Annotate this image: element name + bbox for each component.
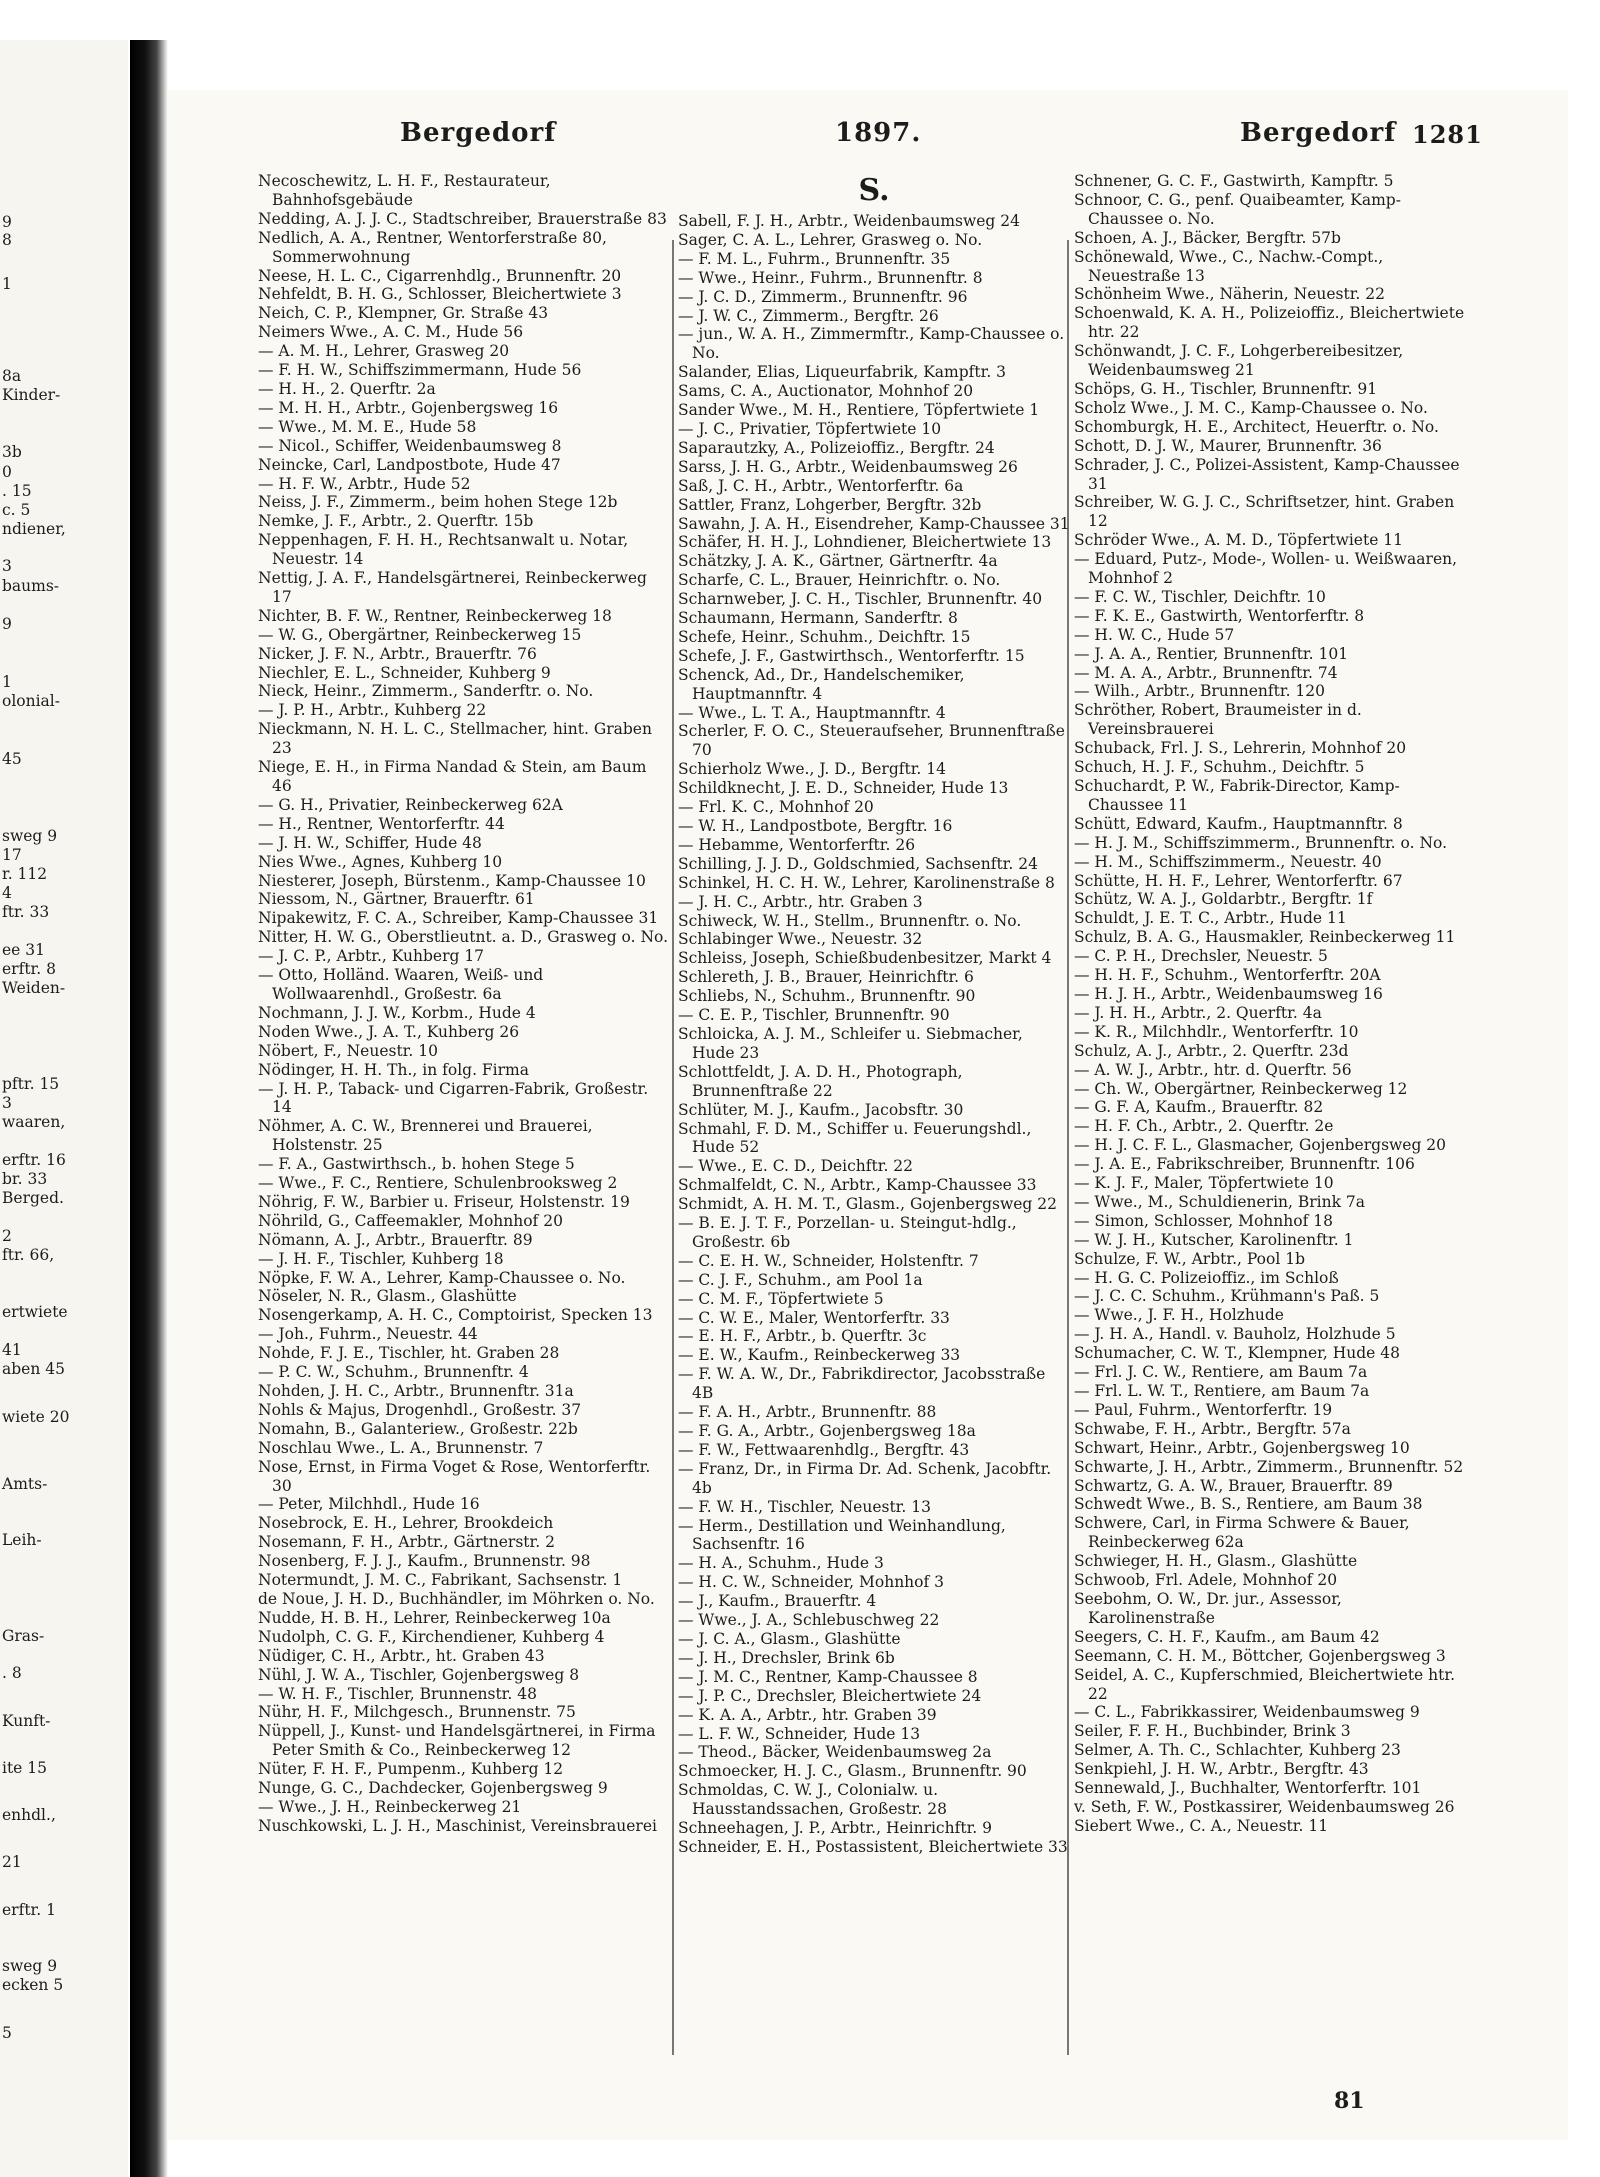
directory-entry: Schwabe, F. H., Arbtr., Bergftr. 57a — [1074, 1419, 1351, 1438]
left-page-text-fragment: enhdl., — [2, 1806, 56, 1824]
directory-entry: Nomahn, B., Galanteriew., Großestr. 22b — [258, 1419, 578, 1438]
directory-entry: — H. J. H., Arbtr., Weidenbaumsweg 16 — [1074, 984, 1383, 1003]
directory-entry: Nöhrig, F. W., Barbier u. Friseur, Holstenstr. 19 — [258, 1192, 630, 1211]
left-page-text-fragment: 4 — [2, 884, 12, 902]
directory-entry: Schinkel, H. C. H. W., Lehrer, Karolinenstraße 8 — [678, 873, 1055, 892]
directory-entry: Schönheim Wwe., Näherin, Neuestr. 22 — [1074, 285, 1386, 304]
directory-entry: — F. H. W., Schiffszimmermann, Hude 56 — [258, 361, 582, 380]
directory-entry: — Peter, Milchhdl., Hude 16 — [258, 1495, 480, 1514]
left-page-text-fragment: 3 — [2, 1094, 12, 1112]
directory-entry: — J. H. H., Arbtr., 2. Querftr. 4a — [1074, 1003, 1322, 1022]
directory-entry: — L. F. W., Schneider, Hude 13 — [678, 1724, 921, 1743]
left-page-text-fragment: br. 33 — [2, 1170, 48, 1188]
directory-entry: Nödinger, H. H. Th., in folg. Firma — [258, 1060, 529, 1079]
directory-entry: Nosenberg, F. J. J., Kaufm., Brunnenstr. 98 — [258, 1552, 591, 1571]
directory-entry: Nüdiger, C. H., Arbtr., ht. Graben 43 — [258, 1646, 545, 1665]
directory-entry: — Frl. K. C., Mohnhof 20 — [678, 798, 874, 817]
directory-entry: Schulz, A. J., Arbtr., 2. Querftr. 23d — [1074, 1041, 1349, 1060]
directory-entry: Schwoob, Frl. Adele, Mohnhof 20 — [1074, 1571, 1338, 1590]
directory-entry: Nehfeldt, B. H. G., Schlosser, Bleichertwiete 3 — [258, 285, 622, 304]
directory-entry: Nedlich, A. A., Rentner, Wentorferstraße 80, Sommerwohnung — [258, 228, 607, 266]
directory-entry: Schenck, Ad., Dr., Handelschemiker, Hauptmannftr. 4 — [678, 665, 965, 703]
directory-entry: Nudolph, C. G. F., Kirchendiener, Kuhberg 4 — [258, 1627, 605, 1646]
directory-entry: Schuback, Frl. J. S., Lehrerin, Mohnhof 20 — [1074, 739, 1407, 758]
directory-entry: Nipakewitz, F. C. A., Schreiber, Kamp-Chaussee 31 — [258, 909, 659, 928]
directory-entry: — H. H. F., Schuhm., Wentorferftr. 20A — [1074, 966, 1381, 985]
directory-entry: Schmalfeldt, C. N., Arbtr., Kamp-Chaussee 33 — [678, 1176, 1037, 1195]
running-head-left: Bergedorf — [400, 118, 557, 148]
directory-entry: Schönewald, Wwe., C., Nachw.-Compt., Neuestraße 13 — [1074, 247, 1384, 285]
directory-entry: Nöpke, F. W. A., Lehrer, Kamp-Chaussee o. No. — [258, 1268, 626, 1287]
left-page-text-fragment: r. 112 — [2, 865, 48, 883]
directory-entry: Nüter, F. H. F., Pumpenm., Kuhberg 12 — [258, 1760, 564, 1779]
directory-entry: Schoenwald, K. A. H., Polizeioffiz., Bleichertwiete htr. 22 — [1074, 304, 1465, 342]
directory-entry: Nose, Ernst, in Firma Voget & Rose, Wentorferftr. 30 — [258, 1457, 651, 1495]
directory-entry: — F. W. H., Tischler, Neuestr. 13 — [678, 1497, 931, 1516]
left-page-text-fragment: ftr. 33 — [2, 903, 50, 921]
directory-entry: — J. P. C., Drechsler, Bleichertwiete 24 — [678, 1686, 982, 1705]
directory-entry: — J. C. P., Arbtr., Kuhberg 17 — [258, 947, 485, 966]
directory-entry: Schrader, J. C., Polizei-Assistent, Kamp-Chaussee 31 — [1074, 455, 1460, 493]
directory-entry: — J. H. C., Arbtr., htr. Graben 3 — [678, 892, 923, 911]
directory-entry: Schwedt Wwe., B. S., Rentiere, am Baum 38 — [1074, 1495, 1423, 1514]
left-page-text-fragment: wiete 20 — [2, 1408, 70, 1426]
directory-entry: Schwart, Heinr., Arbtr., Gojenbergsweg 10 — [1074, 1438, 1410, 1457]
left-page-text-fragment: ecken 5 — [2, 1976, 64, 1994]
directory-entry: Schoen, A. J., Bäcker, Bergftr. 57b — [1074, 228, 1341, 247]
left-page-text-fragment: 1 — [2, 673, 12, 691]
left-page-text-fragment: olonial- — [2, 692, 60, 710]
directory-entry: — K. A. A., Arbtr., htr. Graben 39 — [678, 1705, 937, 1724]
directory-entry: Nieck, Heinr., Zimmerm., Sanderftr. o. No. — [258, 682, 594, 701]
directory-entry: Noschlau Wwe., L. A., Brunnenstr. 7 — [258, 1438, 544, 1457]
directory-entry: — Wwe., J. F. H., Holzhude — [1074, 1306, 1284, 1325]
directory-entry: Sabell, F. J. H., Arbtr., Weidenbaumsweg 24 — [678, 212, 1021, 230]
directory-entry: — Joh., Fuhrm., Neuestr. 44 — [258, 1325, 478, 1344]
directory-entry: Nüppell, J., Kunst- und Handelsgärtnerei, in Firma Peter Smith & Co., Reinbeckerweg 12 — [258, 1722, 656, 1760]
directory-entry: — M. H. H., Arbtr., Gojenbergsweg 16 — [258, 398, 559, 417]
directory-entry: — Franz, Dr., in Firma Dr. Ad. Schenk, Jacobftr. 4b — [678, 1459, 1052, 1497]
directory-entry: Siebert Wwe., C. A., Neuestr. 11 — [1074, 1816, 1329, 1835]
directory-entry: — F. A., Gastwirthsch., b. hohen Stege 5 — [258, 1155, 575, 1174]
directory-entry: Schumacher, C. W. T., Klempner, Hude 48 — [1074, 1344, 1400, 1363]
directory-entry: — H. F. Ch., Arbtr., 2. Querftr. 2e — [1074, 1117, 1334, 1136]
directory-entry: Nosengerkamp, A. H. C., Comptoirist, Specken 13 — [258, 1306, 653, 1325]
directory-entry: Schröther, Robert, Braumeister in d. Vereinsbrauerei — [1074, 701, 1362, 739]
directory-entry: Schleiss, Joseph, Schießbudenbesitzer, Markt 4 — [678, 949, 1052, 968]
directory-entry: Nohde, F. J. E., Tischler, ht. Graben 28 — [258, 1344, 560, 1363]
directory-entry: — F. K. E., Gastwirth, Wentorferftr. 8 — [1074, 606, 1365, 625]
directory-entry: Neincke, Carl, Landpostbote, Hude 47 — [258, 455, 561, 474]
directory-entry: — C. E. P., Tischler, Brunnenftr. 90 — [678, 1006, 950, 1025]
page-number: 1281 — [1412, 120, 1483, 149]
directory-entry: — H. M., Schiffszimmerm., Neuestr. 40 — [1074, 852, 1382, 871]
directory-entry: — F. W., Fettwaarenhdlg., Bergftr. 43 — [678, 1440, 970, 1459]
directory-entry: — Simon, Schlosser, Mohnhof 18 — [1074, 1211, 1333, 1230]
left-page-text-fragment: 45 — [2, 750, 22, 768]
directory-entry: Schott, D. J. W., Maurer, Brunnenftr. 36 — [1074, 436, 1382, 455]
left-page-text-fragment: 41 — [2, 1341, 22, 1359]
left-page-text-fragment: 5 — [2, 2024, 12, 2042]
directory-entry: Salander, Elias, Liqueurfabrik, Kampftr. 3 — [678, 363, 1007, 382]
directory-entry: Nies Wwe., Agnes, Kuhberg 10 — [258, 852, 503, 871]
left-page-text-fragment: ite 15 — [2, 1759, 48, 1777]
directory-entry: — J. C. A., Glasm., Glashütte — [678, 1629, 901, 1648]
directory-entry: — B. E. J. T. F., Porzellan- u. Steingut-hdlg., Großestr. 6b — [678, 1214, 1017, 1251]
directory-entry: Niessom, N., Gärtner, Brauerftr. 61 — [258, 890, 535, 909]
directory-entry: Schierholz Wwe., J. D., Bergftr. 14 — [678, 760, 947, 779]
directory-entry: Nohden, J. H. C., Arbtr., Brunnenftr. 31a — [258, 1382, 574, 1400]
directory-entry: v. Seth, F. W., Postkassirer, Weidenbaumsweg 26 — [1074, 1797, 1455, 1816]
directory-entry: Neich, C. P., Klempner, Gr. Straße 43 — [258, 304, 549, 323]
directory-entry: Nuschkowski, L. J. H., Maschinist, Vereinsbrauerei — [258, 1816, 657, 1835]
directory-entry: — J. H. P., Taback- und Cigarren-Fabrik, Großestr. 14 — [258, 1079, 649, 1117]
directory-entry: — G. F. A, Kaufm., Brauerftr. 82 — [1074, 1098, 1324, 1117]
directory-entry: Selmer, A. Th. C., Schlachter, Kuhberg 23 — [1074, 1741, 1401, 1760]
directory-entry: Nöhrild, G., Caffeemakler, Mohnhof 20 — [258, 1211, 563, 1230]
directory-entry: Nömann, A. J., Arbtr., Brauerftr. 89 — [258, 1230, 533, 1249]
directory-entry: — C. P. H., Drechsler, Neuestr. 5 — [1074, 947, 1328, 966]
directory-entry: Seidel, A. C., Kupferschmied, Bleichertwiete htr. 22 — [1074, 1665, 1455, 1703]
directory-entry: — J. C. C. Schuhm., Krühmann's Paß. 5 — [1074, 1287, 1380, 1306]
directory-entry: Scholz Wwe., J. M. C., Kamp-Chaussee o. No. — [1074, 398, 1428, 417]
left-page-text-fragment: baums- — [2, 577, 60, 595]
directory-entry: — Wwe., E. C. D., Deichftr. 22 — [678, 1157, 914, 1176]
directory-entry: — J. H., Drechsler, Brink 6b — [678, 1648, 895, 1667]
directory-entry: — J. W. C., Zimmerm., Bergftr. 26 — [678, 306, 939, 325]
directory-entry: Nühr, H. F., Milchgesch., Brunnenstr. 75 — [258, 1703, 576, 1722]
directory-entry: Schmoldas, C. W. J., Colonialw. u. Hausstandssachen, Großestr. 28 — [678, 1781, 947, 1819]
directory-entry: Schuchardt, P. W., Fabrik-Director, Kamp-Chaussee 11 — [1074, 777, 1400, 814]
directory-column-2 — [678, 172, 1070, 1857]
left-page-text-fragment: Amts- — [2, 1475, 48, 1493]
directory-entry: — H. J. C. F. L., Glasmacher, Gojenbergsweg 20 — [1074, 1136, 1447, 1155]
directory-entry: — Wwe., M., Schuldienerin, Brink 7a — [1074, 1192, 1366, 1211]
signature-mark: 81 — [1334, 2088, 1365, 2114]
directory-entry: Schäfer, H. H. J., Lohndiener, Bleichertwiete 13 — [678, 533, 1052, 552]
directory-entry: Nühl, J. W. A., Tischler, Gojenbergsweg 8 — [258, 1665, 580, 1684]
section-letter: S. — [858, 173, 890, 208]
left-page-text-fragment: 1 — [2, 275, 12, 293]
directory-entry: Schöps, G. H., Tischler, Brunnenftr. 91 — [1074, 379, 1378, 398]
directory-entry: — G. H., Privatier, Reinbeckerweg 62A — [258, 795, 563, 814]
directory-entry: Schuch, H. J. F., Schuhm., Deichftr. 5 — [1074, 758, 1365, 777]
directory-entry: Schneehagen, J. P., Arbtr., Heinrichftr. 9 — [678, 1819, 992, 1838]
directory-entry: Seemann, C. H. M., Böttcher, Gojenbergsweg 3 — [1074, 1646, 1446, 1665]
directory-column-3 — [1074, 172, 1472, 1836]
directory-entry: — W. H., Landpostbote, Bergftr. 16 — [678, 817, 953, 835]
directory-entry: Schütz, W. A. J., Goldarbtr., Bergftr. 1f — [1074, 890, 1373, 909]
directory-entry: de Noue, J. H. D., Buchhändler, im Möhrken o. No. — [258, 1589, 655, 1608]
left-page-text-fragment: sweg 9 — [2, 1957, 58, 1975]
directory-entry: — Herm., Destillation und Weinhandlung, Sachsenftr. 16 — [678, 1516, 1006, 1554]
directory-entry: — Nicol., Schiffer, Weidenbaumsweg 8 — [258, 436, 562, 455]
directory-entry: Schomburgk, H. E., Architect, Heuerftr. o. No. — [1074, 417, 1439, 436]
directory-entry: Neimers Wwe., A. C. M., Hude 56 — [258, 323, 524, 342]
directory-entry: — Otto, Holländ. Waaren, Weiß- und Wollwaarenhdl., Großestr. 6a — [258, 966, 544, 1003]
left-page-text-fragment: Leih- — [2, 1531, 42, 1549]
directory-entry: — F. A. H., Arbtr., Brunnenftr. 88 — [678, 1403, 937, 1422]
directory-entry: — E. W., Kaufm., Reinbeckerweg 33 — [678, 1346, 961, 1365]
directory-entry: Nosebrock, E. H., Lehrer, Brookdeich — [258, 1514, 554, 1533]
directory-entry: Sarss, J. H. G., Arbtr., Weidenbaumsweg 26 — [678, 457, 1018, 476]
directory-entry: Schnener, G. C. F., Gastwirth, Kampftr. 5 — [1074, 172, 1394, 190]
directory-entry: — Ch. W., Obergärtner, Reinbeckerweg 12 — [1074, 1079, 1408, 1098]
directory-entry: Senkpiehl, J. H. W., Arbtr., Bergftr. 43 — [1074, 1760, 1369, 1779]
directory-entry: Nunge, G. C., Dachdecker, Gojenbergsweg 9 — [258, 1779, 608, 1798]
left-page-text-fragment: 3 — [2, 557, 12, 575]
directory-entry: Schaumann, Hermann, Sanderftr. 8 — [678, 609, 958, 628]
directory-column-1 — [258, 172, 670, 1836]
left-page-text-fragment: 0 — [2, 463, 12, 481]
left-page-text-fragment: aben 45 — [2, 1360, 65, 1378]
left-page-text-fragment: 2 — [2, 1227, 12, 1245]
directory-entry: Schefe, Heinr., Schuhm., Deichftr. 15 — [678, 627, 971, 646]
directory-entry: — W. J. H., Kutscher, Karolinenftr. 1 — [1074, 1230, 1354, 1249]
directory-entry: — Wwe., F. C., Rentiere, Schulenbrooksweg 2 — [258, 1174, 618, 1193]
left-page-text-fragment: . 15 — [2, 482, 32, 500]
directory-entry: — H. A., Schuhm., Hude 3 — [678, 1554, 884, 1573]
directory-entry: Schwere, Carl, in Firma Schwere & Bauer, Reinbeckerweg 62a — [1074, 1514, 1410, 1552]
directory-entry: Schwieger, H. H., Glasm., Glashütte — [1074, 1552, 1358, 1571]
directory-entry: Necoschewitz, L. H. F., Restaurateur, Bahnhofsgebäude — [258, 172, 551, 209]
directory-entry: Sennewald, J., Buchhalter, Wentorferftr. 101 — [1074, 1779, 1422, 1798]
directory-entry: — J. A. E., Fabrikschreiber, Brunnenftr. 106 — [1074, 1155, 1415, 1174]
directory-entry: Scharfe, C. L., Brauer, Heinrichftr. o. No. — [678, 571, 1001, 590]
directory-entry: Schnoor, C. G., penf. Quaibeamter, Kamp-Chaussee o. No. — [1074, 190, 1401, 228]
directory-entry: — J. P. H., Arbtr., Kuhberg 22 — [258, 701, 487, 720]
directory-entry: Schulz, B. A. G., Hausmakler, Reinbeckerweg 11 — [1074, 928, 1456, 947]
directory-entry: Nicker, J. F. N., Arbtr., Brauerftr. 76 — [258, 644, 537, 663]
left-page-text-fragment: ee 31 — [2, 941, 45, 959]
directory-entry: — C. J. F., Schuhm., am Pool 1a — [678, 1270, 923, 1289]
directory-entry: — J. C. D., Zimmerm., Brunnenftr. 96 — [678, 287, 968, 306]
left-page-text-fragment: Weiden- — [2, 979, 66, 997]
directory-entry: Nöseler, N. R., Glasm., Glashütte — [258, 1287, 517, 1306]
directory-entry: Saparautzky, A., Polizeioffiz., Bergftr. 24 — [678, 438, 995, 457]
directory-entry: — Wwe., Heinr., Fuhrm., Brunnenftr. 8 — [678, 268, 983, 287]
directory-entry: Schönwandt, J. C. F., Lohgerbereibesitzer, Weidenbaumsweg 21 — [1074, 342, 1404, 380]
left-page-text-fragment: 17 — [2, 846, 22, 864]
directory-entry: Nochmann, J. J. W., Korbm., Hude 4 — [258, 1003, 536, 1022]
directory-entry: Schätzky, J. A. K., Gärtner, Gärtnerftr. 4a — [678, 552, 998, 571]
directory-entry: Sawahn, J. A. H., Eisendreher, Kamp-Chaussee 31 — [678, 514, 1070, 533]
directory-entry: Scherler, F. O. C., Steueraufseher, Brunnenftraße 70 — [678, 722, 1065, 760]
directory-entry: — C. W. E., Maler, Wentorferftr. 33 — [678, 1308, 950, 1327]
directory-entry: — jun., W. A. H., Zimmermftr., Kamp-Chaussee o. No. — [678, 325, 1065, 363]
left-page-text-fragment: 21 — [2, 1853, 22, 1871]
directory-entry: Schulze, F. W., Arbtr., Pool 1b — [1074, 1249, 1305, 1268]
directory-entry: Schneider, E. H., Postassistent, Bleichertwiete 33 — [678, 1837, 1068, 1856]
directory-entry: Schmahl, F. D. M., Schiffer u. Feuerungshdl., Hude 52 — [678, 1119, 1032, 1157]
left-page-text-fragment: Kinder- — [2, 386, 61, 404]
directory-entry: Schlabinger Wwe., Neuestr. 32 — [678, 930, 923, 949]
directory-entry: — Hebamme, Wentorferftr. 26 — [678, 835, 916, 854]
left-page-text-fragment: 9 — [2, 213, 12, 231]
directory-entry: — C. E. H. W., Schneider, Holstenftr. 7 — [678, 1251, 979, 1270]
directory-entry: Noden Wwe., J. A. T., Kuhberg 26 — [258, 1022, 520, 1041]
directory-entry: — A. W. J., Arbtr., htr. d. Querftr. 56 — [1074, 1060, 1352, 1079]
directory-entry: Schütte, H. H. F., Lehrer, Wentorferftr. 67 — [1074, 871, 1403, 890]
left-page-text-fragment: ertwiete — [2, 1303, 68, 1321]
directory-entry: Sattler, Franz, Lohgerber, Bergftr. 32b — [678, 495, 982, 514]
directory-entry: — Wwe., J. A., Schlebuschweg 22 — [678, 1611, 940, 1630]
left-page-text-fragment: ftr. 66, — [2, 1246, 55, 1264]
directory-entry: Niechler, E. L., Schneider, Kuhberg 9 — [258, 663, 551, 682]
directory-entry: — F. G. A., Arbtr., Gojenbergsweg 18a — [678, 1422, 976, 1440]
directory-entry: Niege, E. H., in Firma Nandad & Stein, am Baum 46 — [258, 758, 647, 795]
directory-entry: — H. J. M., Schiffszimmerm., Brunnenftr. o. No. — [1074, 833, 1447, 852]
directory-entry: — Wilh., Arbtr., Brunnenftr. 120 — [1074, 682, 1326, 701]
directory-entry: Nöhmer, A. C. W., Brennerei und Brauerei, Holstenstr. 25 — [258, 1117, 593, 1155]
left-page-text-fragment: pftr. 15 — [2, 1075, 60, 1093]
directory-entry: — Wwe., L. T. A., Hauptmannftr. 4 — [678, 703, 946, 722]
directory-entry: — H. H., 2. Querftr. 2a — [258, 379, 436, 398]
directory-entry: — C. L., Fabrikkassirer, Weidenbaumsweg 9 — [1074, 1703, 1420, 1722]
directory-entry: Neese, H. L. C., Cigarrenhdlg., Brunnenftr. 20 — [258, 266, 622, 285]
directory-entry: — F. C. W., Tischler, Deichftr. 10 — [1074, 587, 1326, 606]
directory-entry: Schiweck, W. H., Stellm., Brunnenftr. o. No. — [678, 911, 1022, 930]
book-gutter — [130, 40, 168, 2177]
directory-entry: Schloicka, A. J. M., Schleifer u. Siebmacher, Hude 23 — [678, 1024, 1023, 1062]
directory-entry: Nohls & Majus, Drogenhdl., Großestr. 37 — [258, 1400, 582, 1419]
directory-entry: Nettig, J. A. F., Handelsgärtnerei, Reinbeckerweg 17 — [258, 569, 647, 606]
directory-entry: — J. H. A., Handl. v. Bauholz, Holzhude 5 — [1074, 1325, 1396, 1344]
left-page-fragment — [0, 40, 128, 2177]
left-page-text-fragment: 8 — [2, 231, 12, 249]
directory-entry: — P. C. W., Schuhm., Brunnenftr. 4 — [258, 1363, 529, 1382]
directory-entry: Scharnweber, J. C. H., Tischler, Brunnenftr. 40 — [678, 590, 1043, 609]
directory-entry: — W. G., Obergärtner, Reinbeckerweg 15 — [258, 625, 582, 644]
directory-entry: Schlottfeldt, J. A. D. H., Photograph, Brunnenftraße 22 — [678, 1062, 963, 1100]
directory-entry: Nemke, J. F., Arbtr., 2. Querftr. 15b — [258, 512, 534, 531]
left-page-text-fragment: 8a — [2, 367, 22, 385]
directory-entry: Seebohm, O. W., Dr. jur., Assessor, Karolinenstraße — [1074, 1589, 1342, 1627]
directory-entry: Schliebs, N., Schuhm., Brunnenftr. 90 — [678, 987, 976, 1006]
directory-entry: — H. F. W., Arbtr., Hude 52 — [258, 474, 471, 493]
directory-entry: — Eduard, Putz-, Mode-, Wollen- u. Weißwaaren, Mohnhof 2 — [1074, 550, 1458, 588]
directory-entry: Sams, C. A., Auctionator, Mohnhof 20 — [678, 382, 974, 401]
directory-entry: Niesterer, Joseph, Bürstenm., Kamp-Chaussee 10 — [258, 871, 646, 890]
left-page-text-fragment: 3b — [2, 443, 22, 461]
directory-entry: — J. C., Privatier, Töpfertwiete 10 — [678, 419, 942, 438]
directory-entry: — J. H. W., Schiffer, Hude 48 — [258, 833, 482, 852]
directory-entry: — J. H. F., Tischler, Kuhberg 18 — [258, 1249, 504, 1268]
directory-entry: Schwarte, J. H., Arbtr., Zimmerm., Brunnenftr. 52 — [1074, 1457, 1464, 1476]
left-page-text-fragment: c. 5 — [2, 501, 31, 519]
directory-entry: Nosemann, F. H., Arbtr., Gärtnerstr. 2 — [258, 1533, 555, 1552]
directory-entry: — C. M. F., Töpfertwiete 5 — [678, 1289, 884, 1308]
directory-entry: Schilling, J. J. D., Goldschmied, Sachsenftr. 24 — [678, 854, 1038, 873]
directory-entry: Neppenhagen, F. H. H., Rechtsanwalt u. Notar, Neuestr. 14 — [258, 531, 629, 569]
year-heading: 1897. — [835, 118, 922, 148]
directory-entry: Nichter, B. F. W., Rentner, Reinbeckerweg 18 — [258, 606, 612, 625]
directory-entry: Schlereth, J. B., Brauer, Heinrichftr. 6 — [678, 968, 974, 987]
directory-entry: Schmidt, A. H. M. T., Glasm., Gojenbergsweg 22 — [678, 1195, 1058, 1214]
directory-entry: Schlüter, M. J., Kaufm., Jacobsftr. 30 — [678, 1100, 964, 1119]
directory-entry: Schreiber, W. G. J. C., Schriftsetzer, hint. Graben 12 — [1074, 493, 1455, 531]
directory-entry: — H. C. W., Schneider, Mohnhof 3 — [678, 1573, 945, 1592]
directory-entry: — E. H. F., Arbtr., b. Querftr. 3c — [678, 1327, 927, 1346]
directory-entry: Schmoecker, H. J. C., Glasm., Brunnenftr. 90 — [678, 1762, 1027, 1781]
directory-entry: — W. H. F., Tischler, Brunnenstr. 48 — [258, 1684, 537, 1703]
directory-entry: — M. A. A., Arbtr., Brunnenftr. 74 — [1074, 663, 1338, 682]
left-page-text-fragment: erftr. 1 — [2, 1901, 56, 1919]
left-page-text-fragment: sweg 9 — [2, 827, 58, 845]
directory-entry: — Theod., Bäcker, Weidenbaumsweg 2a — [678, 1743, 992, 1762]
directory-entry: Seegers, C. H. F., Kaufm., am Baum 42 — [1074, 1627, 1380, 1646]
directory-entry: Sander Wwe., M. H., Rentiere, Töpfertwiete 1 — [678, 401, 1040, 420]
left-page-text-fragment: erftr. 8 — [2, 960, 56, 978]
directory-entry: — J. M. C., Rentner, Kamp-Chaussee 8 — [678, 1667, 978, 1686]
directory-entry: — A. M. H., Lehrer, Grasweg 20 — [258, 342, 510, 361]
directory-entry: Nedding, A. J. J. C., Stadtschreiber, Brauerstraße 83 — [258, 209, 667, 228]
directory-entry: — J. A. A., Rentier, Brunnenftr. 101 — [1074, 644, 1349, 663]
directory-entry: — H., Rentner, Wentorferftr. 44 — [258, 814, 505, 833]
left-page-text-fragment: Berged. — [2, 1189, 64, 1207]
directory-entry: Seiler, F. F. H., Buchbinder, Brink 3 — [1074, 1722, 1351, 1741]
running-head-right: Bergedorf — [1240, 118, 1397, 148]
column-rule — [672, 240, 674, 2055]
directory-entry: Saß, J. C. H., Arbtr., Wentorferftr. 6a — [678, 476, 964, 495]
directory-entry: — Wwe., M. M. E., Hude 58 — [258, 417, 477, 436]
directory-entry: — F. W. A. W., Dr., Fabrikdirector, Jacobsstraße 4B — [678, 1365, 1046, 1403]
left-page-text-fragment: ndiener, — [2, 520, 66, 538]
left-page-text-fragment: erftr. 16 — [2, 1151, 66, 1169]
left-page-text-fragment: . 8 — [2, 1664, 22, 1682]
directory-entry: — H. G. C. Polizeioffiz., im Schloß — [1074, 1268, 1339, 1287]
directory-entry: Schwartz, G. A. W., Brauer, Brauerftr. 89 — [1074, 1476, 1393, 1495]
left-page-text-fragment: 9 — [2, 615, 12, 633]
directory-entry: — H. W. C., Hude 57 — [1074, 625, 1235, 644]
directory-entry: Nudde, H. B. H., Lehrer, Reinbeckerweg 10a — [258, 1608, 611, 1627]
directory-entry: — K. R., Milchhdlr., Wentorferftr. 10 — [1074, 1022, 1359, 1041]
directory-entry: Nieckmann, N. H. L. C., Stellmacher, hint. Graben 23 — [258, 720, 652, 758]
directory-entry: — J., Kaufm., Brauerftr. 4 — [678, 1592, 877, 1611]
left-page-text-fragment: Gras- — [2, 1627, 45, 1645]
directory-entry: Notermundt, J. M. C., Fabrikant, Sachsenstr. 1 — [258, 1571, 623, 1590]
directory-entry: Nöbert, F., Neuestr. 10 — [258, 1041, 438, 1060]
directory-entry: — F. M. L., Fuhrm., Brunnenftr. 35 — [678, 249, 951, 268]
left-page-text-fragment: Kunft- — [2, 1712, 51, 1730]
directory-entry: Nitter, H. W. G., Oberstlieutnt. a. D., Grasweg o. No. — [258, 928, 669, 947]
directory-entry: Schröder Wwe., A. M. D., Töpfertwiete 11 — [1074, 531, 1404, 550]
directory-entry: Sager, C. A. L., Lehrer, Grasweg o. No. — [678, 230, 983, 249]
directory-entry: Neiss, J. F., Zimmerm., beim hohen Stege 12b — [258, 493, 618, 512]
directory-entry: — Wwe., J. H., Reinbeckerweg 21 — [258, 1797, 522, 1816]
directory-entry: Schuldt, J. E. T. C., Arbtr., Hude 11 — [1074, 909, 1347, 928]
directory-entry: Schütt, Edward, Kaufm., Hauptmannftr. 8 — [1074, 814, 1403, 833]
directory-entry: — Frl. J. C. W., Rentiere, am Baum 7a — [1074, 1363, 1368, 1382]
directory-entry: Schefe, J. F., Gastwirthsch., Wentorferftr. 15 — [678, 646, 1025, 665]
directory-entry: — Paul, Fuhrm., Wentorferftr. 19 — [1074, 1400, 1333, 1419]
directory-entry: Schildknecht, J. E. D., Schneider, Hude 13 — [678, 779, 1009, 798]
directory-entry: — Frl. L. W. T., Rentiere, am Baum 7a — [1074, 1382, 1370, 1400]
left-page-text-fragment: waaren, — [2, 1113, 66, 1131]
directory-entry: — K. J. F., Maler, Töpfertwiete 10 — [1074, 1174, 1334, 1193]
